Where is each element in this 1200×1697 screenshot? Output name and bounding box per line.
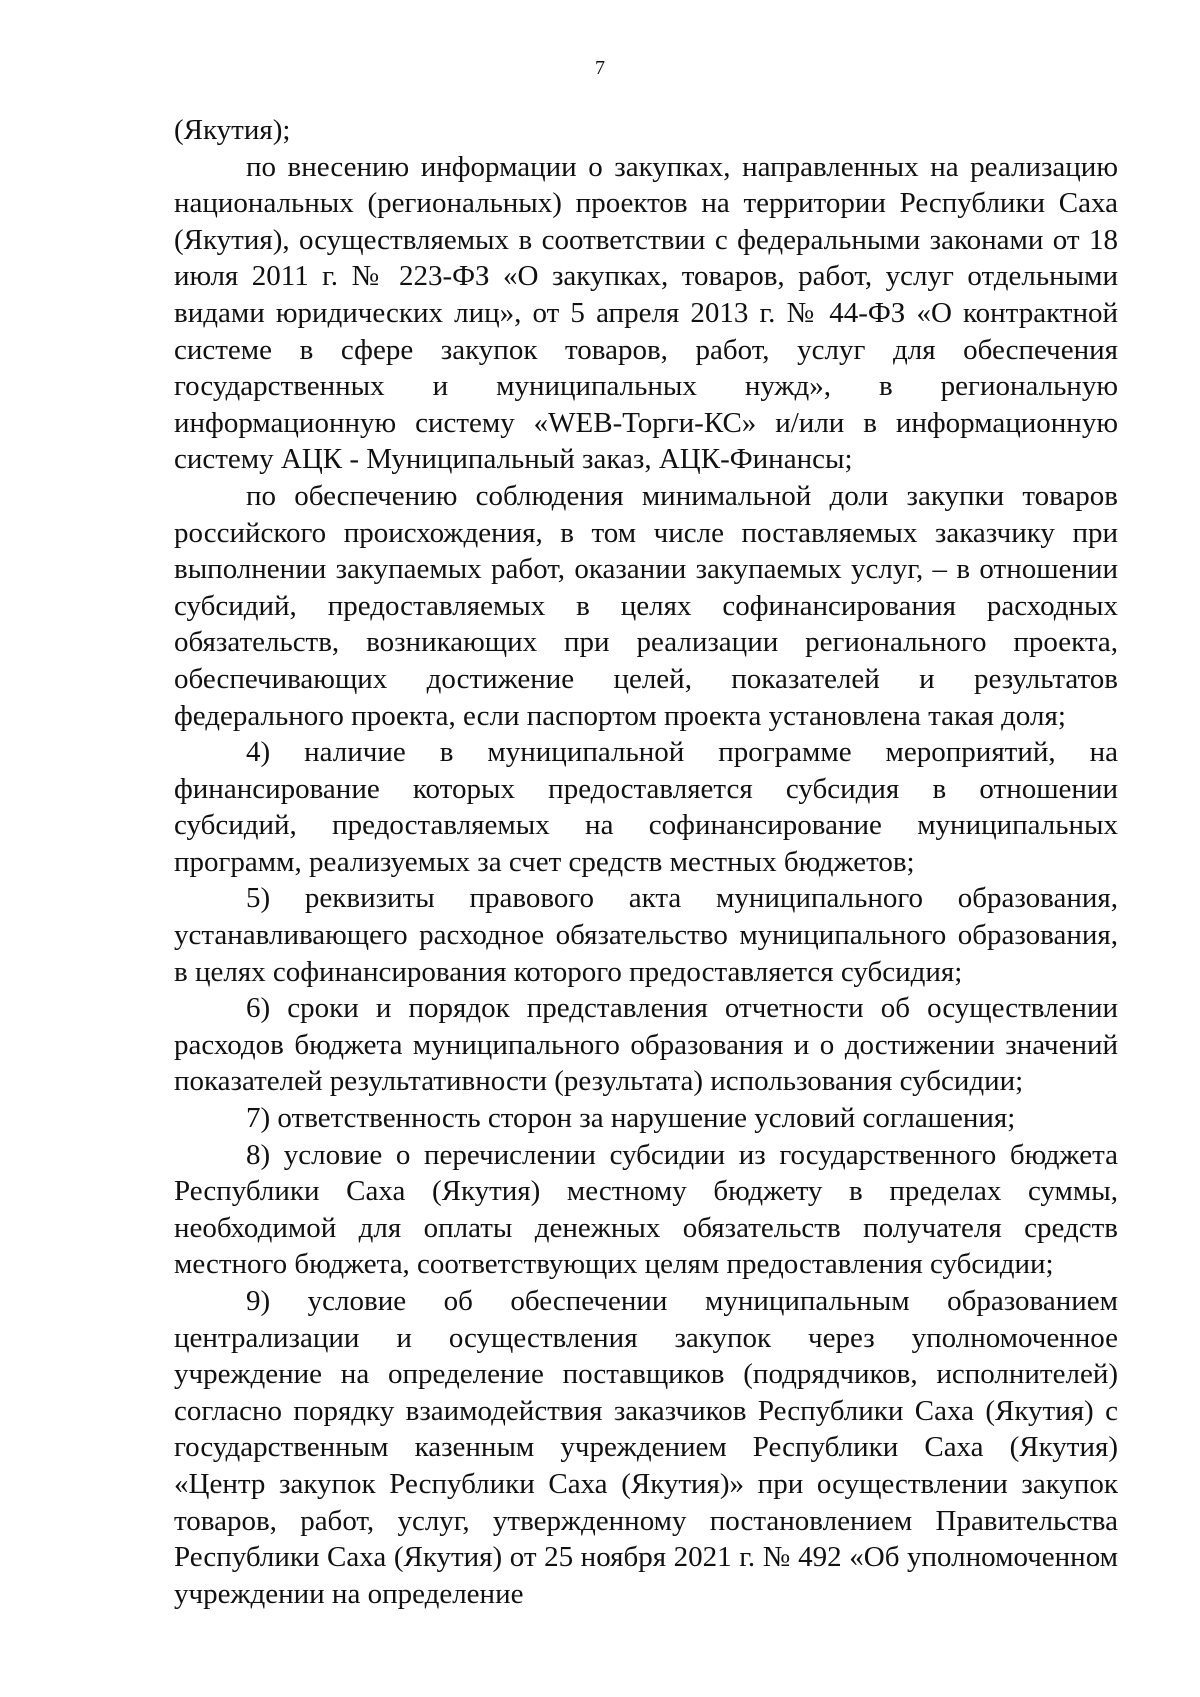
paragraph-continuation: (Якутия); bbox=[174, 114, 291, 146]
page-number: 7 bbox=[595, 57, 605, 79]
paragraph-item-4: 4) наличие в муниципальной программе мероприятий, на финансирование которых предоставляется субсидия в отношении субсидий, предоставляемых на софинансирование муниципальных программ, реализуемых за счет средств местных бюджетов; bbox=[174, 736, 1118, 878]
document-body bbox=[174, 112, 1118, 1612]
paragraph-procurement-information: по внесению информации о закупках, направленных на реализацию национальных (региональных) проектов на территории Республики Саха (Якутия), осуществляемых в соответствии с федеральными законами от 18 июля 2011 г. № 223-ФЗ «О закупках, товаров, работ, услуг отдельными видами юридических лиц», от 5 апреля 2013 г. № 44-ФЗ «О контрактной системе в сфере закупок товаров, работ, услуг для обеспечения государственных и муниципальных нужд», в региональную информационную систему «WEB-Торги-КС» и/или в информационную систему АЦК - Муниципальный заказ, АЦК-Финансы; bbox=[174, 150, 1118, 476]
paragraph-item-8: 8) условие о перечислении субсидии из государственного бюджета Республики Саха (Якутия) местному бюджету в пределах суммы, необходимой для оплаты денежных обязательств получателя средств местного бюджета, соответствующих целям предоставления субсидии; bbox=[174, 1138, 1118, 1281]
paragraph-item-9: 9) условие об обеспечении муниципальным образованием централизации и осуществления закупок через уполномоченное учреждение на определение поставщиков (подрядчиков, исполнителей) согласно порядку взаимодействия заказчиков Республики Саха (Якутия) с государственным казенным учреждением Республики Саха (Якутия) «Центр закупок Республики Саха (Якутия)» при осуществлении закупок товаров, работ, услуг, утвержденному постановлением Правительства Республики Саха (Якутия) от 25 ноября 2021 г. № 492 «Об уполномоченном учреждении на определение bbox=[174, 1285, 1118, 1610]
paragraph-item-7: 7) ответственность сторон за нарушение условий соглашения; bbox=[246, 1102, 1016, 1135]
paragraph-item-5: 5) реквизиты правового акта муниципального образования, устанавливающего расходное обязательство муниципального образования, в целях софинансирования которого предоставляется субсидия; bbox=[174, 882, 1118, 988]
paragraph-russian-origin-goods: по обеспечению соблюдения минимальной доли закупки товаров российского происхождения, в том числе поставляемых заказчику при выполнении закупаемых работ, оказании закупаемых услуг, – в отношении субсидий, предоставляемых в целях софинансирования расходных обязательств, возникающих при реализации регионального проекта, обеспечивающих достижение целей, показателей и результатов федерального проекта, если паспортом проекта установлена такая доля; bbox=[174, 479, 1118, 732]
paragraph-item-6: 6) сроки и порядок представления отчетности об осуществлении расходов бюджета муниципального образования и о достижении значений показателей результативности (результата) использования субсидии; bbox=[174, 992, 1118, 1098]
